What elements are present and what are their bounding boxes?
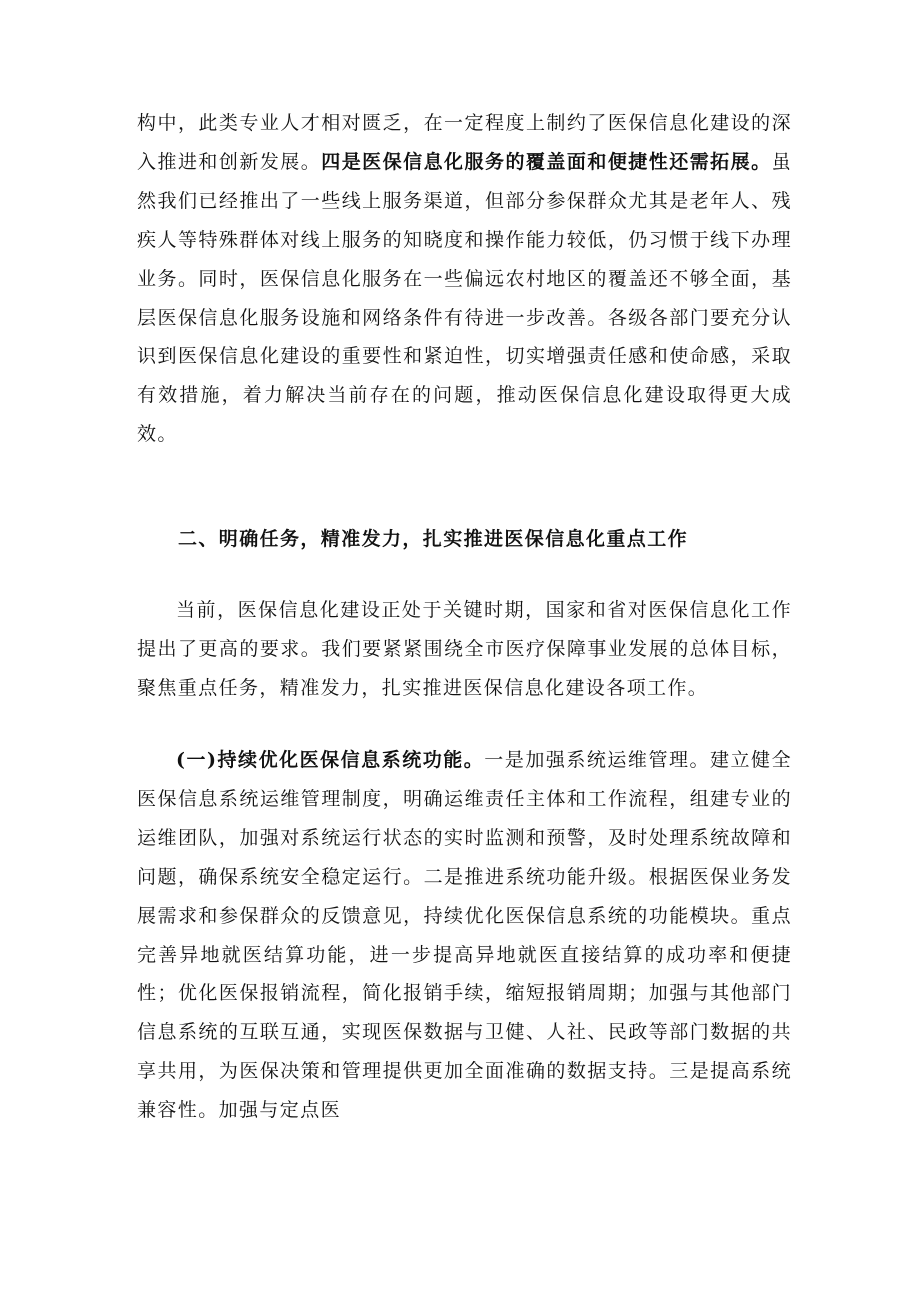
paragraph-optimize-system bbox=[137, 741, 792, 1130]
paragraph-text: 当前，医保信息化建设正处于关键时期，国家和省对医保信息化工作提出了更高的要求。我们要紧紧围绕全市医疗保障事业发展的总体目标，聚焦重点任务，精准发力，扎实推进医保信息化建设各项工作。 bbox=[137, 599, 792, 699]
paragraph-text: 一是加强系统运维管理。建立健全医保信息系统运维管理制度，明确运维责任主体和工作流程，组建专业的运维团队，加强对系统运行状态的实时监测和预警，及时处理系统故障和问题，确保系统安全稳定运行。二是推进系统功能升级。根据医保业务发展需求和参保群众的反馈意见，持续优化医保信息系统的功能模块。重点完善异地就医结算功能，进一步提高异地就医直接结算的成功率和便捷性；优化医保报销流程，简化报销手续，缩短报销周期；加强与其他部门信息系统的互联互通，实现医保数据与卫健、人社、民政等部门数据的共享共用，为医保决策和管理提供更加全面准确的数据支持。三是提高系统兼容性。加强与定点医 bbox=[137, 749, 792, 1122]
paragraph-talent-and-service-coverage bbox=[137, 104, 792, 454]
bold-subpoint-four: 四是医保信息化服务的覆盖面和便捷性还需拓展。 bbox=[321, 150, 772, 173]
paragraph-text: 虽然我们已经推出了一些线上服务渠道，但部分参保群众尤其是老年人、残疾人等特殊群体对线上服务的知晓度和操作能力较低，仍习惯于线下办理业务。同时，医保信息化服务在一些偏远农村地区的覆盖还不够全面，基层医保信息化服务设施和网络条件有待进一步改善。各级各部门要充分认识到医保信息化建设的重要性和紧迫性，切实增强责任感和使命感，采取有效措施，着力解决当前存在的问题，推动医保信息化建设取得更大成效。 bbox=[137, 150, 792, 446]
paragraph-section-intro bbox=[137, 591, 792, 708]
section-heading: 二、明确任务，精准发力，扎实推进医保信息化重点工作 bbox=[178, 528, 689, 550]
paragraph-text: 构中，此类专业人才相对匮乏，在一定程度上制约了医保信息化建设的深入推进和创新发展。 bbox=[137, 112, 792, 173]
bold-subsection-title: (一)持续优化医保信息系统功能。 bbox=[176, 749, 485, 771]
